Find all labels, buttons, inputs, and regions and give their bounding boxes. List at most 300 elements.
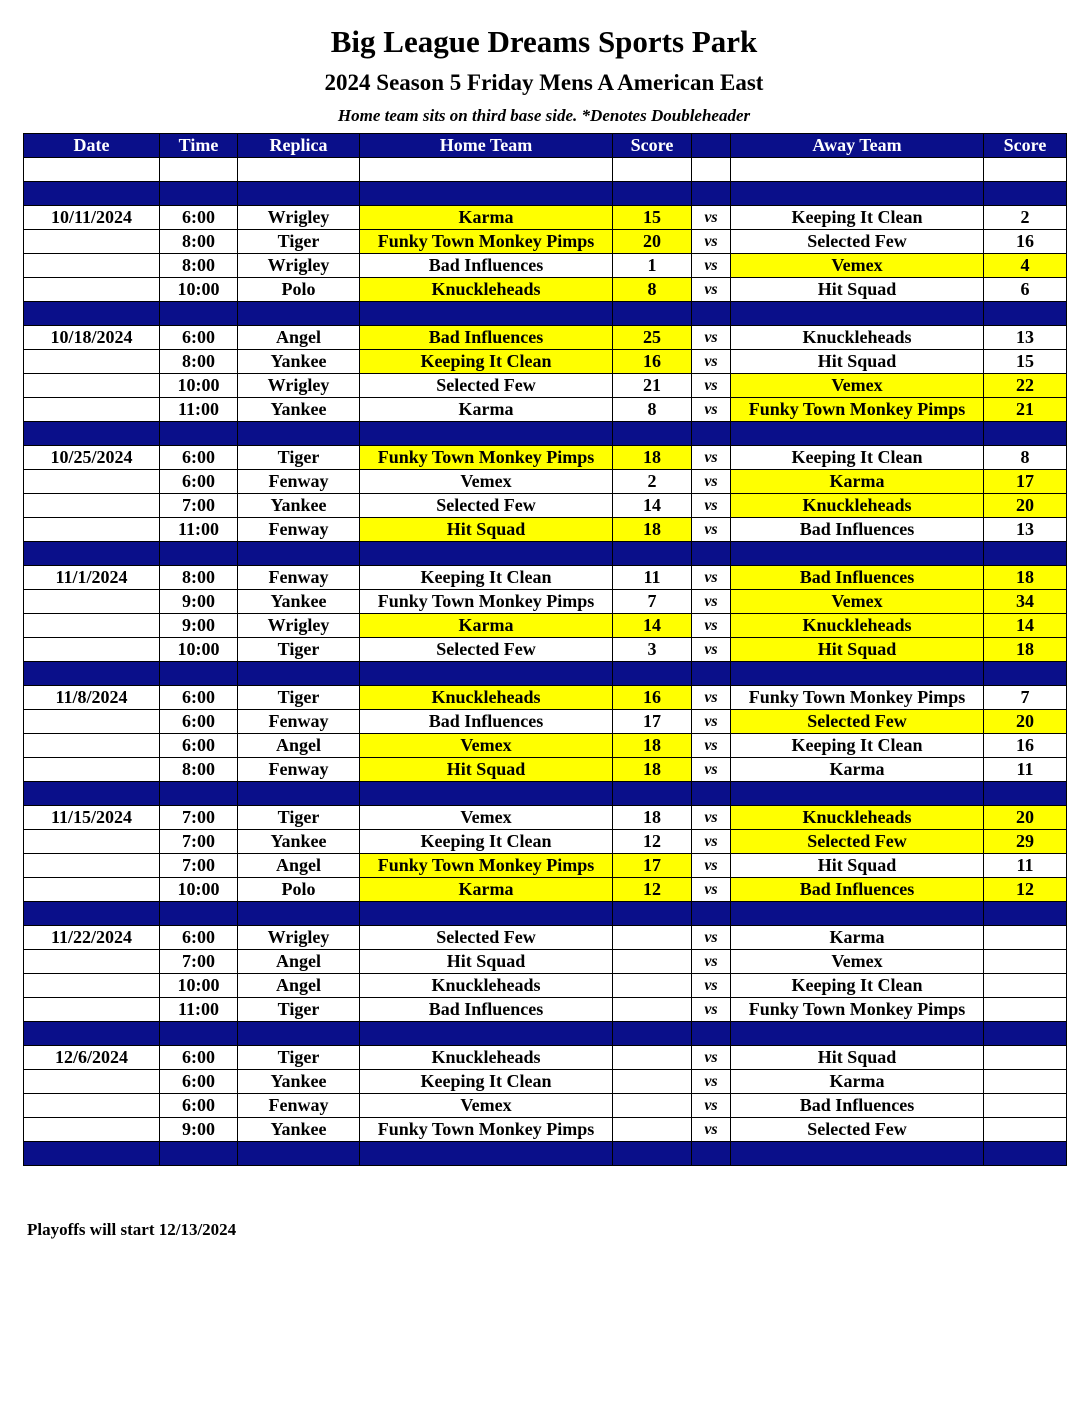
- game-date: [24, 638, 160, 662]
- game-date: [24, 254, 160, 278]
- separator-cell: [731, 902, 984, 926]
- home-score: 18: [613, 518, 692, 542]
- separator-cell: [731, 542, 984, 566]
- game-row: [24, 998, 1067, 1022]
- separator-cell: [692, 422, 731, 446]
- game-date: 10/11/2024: [24, 206, 160, 230]
- home-team: Vemex: [360, 734, 613, 758]
- game-row: [24, 710, 1067, 734]
- away-team: Hit Squad: [731, 638, 984, 662]
- away-score: [984, 1118, 1067, 1142]
- home-team: Karma: [360, 878, 613, 902]
- home-score: 12: [613, 830, 692, 854]
- game-date: [24, 974, 160, 998]
- game-row: [24, 446, 1067, 470]
- game-replica-field: Angel: [238, 854, 360, 878]
- game-replica-field: Yankee: [238, 1118, 360, 1142]
- away-team: Knuckleheads: [731, 326, 984, 350]
- game-row: [24, 1118, 1067, 1142]
- game-row: [24, 518, 1067, 542]
- separator-cell: [238, 1022, 360, 1046]
- separator-cell: [731, 302, 984, 326]
- away-team: Selected Few: [731, 1118, 984, 1142]
- home-score: [613, 1118, 692, 1142]
- away-team: Selected Few: [731, 830, 984, 854]
- game-row: [24, 398, 1067, 422]
- game-replica-field: Tiger: [238, 806, 360, 830]
- header-away-team: Away Team: [731, 134, 984, 158]
- separator-cell: [24, 302, 160, 326]
- game-time: 11:00: [160, 398, 238, 422]
- home-team: Vemex: [360, 806, 613, 830]
- game-time: 10:00: [160, 878, 238, 902]
- home-score: 12: [613, 878, 692, 902]
- header-replica: Replica: [238, 134, 360, 158]
- game-time: 9:00: [160, 590, 238, 614]
- game-replica-field: Fenway: [238, 470, 360, 494]
- blank-cell: [160, 158, 238, 182]
- game-replica-field: Yankee: [238, 398, 360, 422]
- game-row: [24, 1046, 1067, 1070]
- home-score: [613, 950, 692, 974]
- home-score: [613, 926, 692, 950]
- header-home-team: Home Team: [360, 134, 613, 158]
- game-date: 11/8/2024: [24, 686, 160, 710]
- separator-cell: [238, 782, 360, 806]
- away-team: Karma: [731, 1070, 984, 1094]
- game-time: 10:00: [160, 638, 238, 662]
- vs-label: vs: [692, 614, 731, 638]
- game-date: [24, 710, 160, 734]
- home-score: 18: [613, 446, 692, 470]
- vs-label: vs: [692, 1046, 731, 1070]
- home-team: Selected Few: [360, 494, 613, 518]
- home-score: 8: [613, 278, 692, 302]
- game-time: 6:00: [160, 926, 238, 950]
- game-date: 11/22/2024: [24, 926, 160, 950]
- away-team: Funky Town Monkey Pimps: [731, 398, 984, 422]
- vs-label: vs: [692, 398, 731, 422]
- game-replica-field: Wrigley: [238, 206, 360, 230]
- week-separator-row: [24, 662, 1067, 686]
- game-row: [24, 590, 1067, 614]
- game-time: 6:00: [160, 326, 238, 350]
- game-row: [24, 374, 1067, 398]
- home-score: [613, 998, 692, 1022]
- week-separator-row: [24, 422, 1067, 446]
- game-date: 11/1/2024: [24, 566, 160, 590]
- separator-cell: [160, 302, 238, 326]
- home-score: 20: [613, 230, 692, 254]
- game-date: [24, 830, 160, 854]
- vs-label: vs: [692, 278, 731, 302]
- separator-cell: [24, 542, 160, 566]
- separator-cell: [24, 182, 160, 206]
- separator-cell: [160, 782, 238, 806]
- game-date: 11/15/2024: [24, 806, 160, 830]
- week-separator-row: [24, 782, 1067, 806]
- home-score: 11: [613, 566, 692, 590]
- away-team: Keeping It Clean: [731, 446, 984, 470]
- separator-cell: [731, 422, 984, 446]
- home-score: 18: [613, 758, 692, 782]
- game-row: [24, 854, 1067, 878]
- game-time: 6:00: [160, 710, 238, 734]
- blank-cell: [238, 158, 360, 182]
- game-replica-field: Polo: [238, 878, 360, 902]
- blank-cell: [613, 158, 692, 182]
- game-row: [24, 566, 1067, 590]
- separator-cell: [238, 662, 360, 686]
- game-time: 7:00: [160, 494, 238, 518]
- vs-label: vs: [692, 686, 731, 710]
- game-replica-field: Yankee: [238, 494, 360, 518]
- away-score: 20: [984, 806, 1067, 830]
- away-score: 34: [984, 590, 1067, 614]
- separator-cell: [160, 662, 238, 686]
- separator-cell: [613, 302, 692, 326]
- away-team: Funky Town Monkey Pimps: [731, 998, 984, 1022]
- away-score: 8: [984, 446, 1067, 470]
- game-row: [24, 230, 1067, 254]
- separator-cell: [613, 782, 692, 806]
- game-time: 6:00: [160, 206, 238, 230]
- game-time: 8:00: [160, 350, 238, 374]
- vs-label: vs: [692, 254, 731, 278]
- separator-cell: [160, 1142, 238, 1166]
- game-time: 6:00: [160, 446, 238, 470]
- home-team: Bad Influences: [360, 710, 613, 734]
- game-row: [24, 206, 1067, 230]
- game-time: 7:00: [160, 830, 238, 854]
- home-team: Bad Influences: [360, 254, 613, 278]
- vs-label: vs: [692, 926, 731, 950]
- game-replica-field: Angel: [238, 974, 360, 998]
- game-row: [24, 254, 1067, 278]
- home-score: 25: [613, 326, 692, 350]
- game-date: [24, 398, 160, 422]
- game-row: [24, 734, 1067, 758]
- game-time: 7:00: [160, 854, 238, 878]
- home-score: 15: [613, 206, 692, 230]
- separator-cell: [613, 1022, 692, 1046]
- page-subtitle: 2024 Season 5 Friday Mens A American East: [324, 70, 764, 95]
- blank-cell: [692, 158, 731, 182]
- game-replica-field: Wrigley: [238, 374, 360, 398]
- game-row: [24, 830, 1067, 854]
- home-team: Selected Few: [360, 926, 613, 950]
- week-separator-row: [24, 902, 1067, 926]
- game-date: [24, 350, 160, 374]
- game-row: [24, 878, 1067, 902]
- away-team: Bad Influences: [731, 1094, 984, 1118]
- game-time: 10:00: [160, 974, 238, 998]
- away-score: 4: [984, 254, 1067, 278]
- game-row: [24, 926, 1067, 950]
- game-time: 8:00: [160, 758, 238, 782]
- game-time: 9:00: [160, 1118, 238, 1142]
- away-team: Selected Few: [731, 230, 984, 254]
- game-time: 6:00: [160, 1094, 238, 1118]
- home-team: Knuckleheads: [360, 1046, 613, 1070]
- away-score: 12: [984, 878, 1067, 902]
- separator-cell: [613, 662, 692, 686]
- week-separator-row: [24, 182, 1067, 206]
- separator-cell: [984, 542, 1067, 566]
- home-team: Keeping It Clean: [360, 566, 613, 590]
- away-score: 2: [984, 206, 1067, 230]
- game-time: 7:00: [160, 806, 238, 830]
- away-score: [984, 998, 1067, 1022]
- separator-cell: [731, 182, 984, 206]
- game-date: 12/6/2024: [24, 1046, 160, 1070]
- game-replica-field: Yankee: [238, 590, 360, 614]
- game-date: [24, 950, 160, 974]
- separator-cell: [24, 782, 160, 806]
- away-team: Keeping It Clean: [731, 206, 984, 230]
- home-team: Selected Few: [360, 374, 613, 398]
- away-score: 21: [984, 398, 1067, 422]
- home-team: Keeping It Clean: [360, 1070, 613, 1094]
- game-date: [24, 1118, 160, 1142]
- home-team: Bad Influences: [360, 998, 613, 1022]
- away-score: 11: [984, 854, 1067, 878]
- separator-cell: [360, 782, 613, 806]
- separator-cell: [692, 1022, 731, 1046]
- away-score: 16: [984, 734, 1067, 758]
- home-team: Vemex: [360, 1094, 613, 1118]
- vs-label: vs: [692, 518, 731, 542]
- separator-cell: [360, 902, 613, 926]
- header-home-score: Score: [613, 134, 692, 158]
- game-date: [24, 734, 160, 758]
- vs-label: vs: [692, 830, 731, 854]
- game-replica-field: Fenway: [238, 710, 360, 734]
- separator-cell: [731, 662, 984, 686]
- separator-cell: [24, 1142, 160, 1166]
- away-score: [984, 926, 1067, 950]
- home-team: Vemex: [360, 470, 613, 494]
- game-replica-field: Tiger: [238, 638, 360, 662]
- game-time: 6:00: [160, 470, 238, 494]
- game-replica-field: Tiger: [238, 998, 360, 1022]
- game-row: [24, 1070, 1067, 1094]
- home-team: Funky Town Monkey Pimps: [360, 446, 613, 470]
- separator-cell: [984, 302, 1067, 326]
- away-score: 14: [984, 614, 1067, 638]
- game-replica-field: Tiger: [238, 446, 360, 470]
- header-row: [24, 134, 1067, 158]
- game-row: [24, 1094, 1067, 1118]
- game-date: [24, 590, 160, 614]
- game-date: [24, 854, 160, 878]
- game-row: [24, 350, 1067, 374]
- away-team: Hit Squad: [731, 350, 984, 374]
- game-row: [24, 950, 1067, 974]
- away-score: [984, 1070, 1067, 1094]
- game-replica-field: Yankee: [238, 830, 360, 854]
- home-score: 17: [613, 710, 692, 734]
- home-score: [613, 1070, 692, 1094]
- separator-cell: [360, 662, 613, 686]
- home-team: Knuckleheads: [360, 278, 613, 302]
- home-team: Selected Few: [360, 638, 613, 662]
- separator-cell: [731, 1022, 984, 1046]
- away-team: Selected Few: [731, 710, 984, 734]
- away-score: 17: [984, 470, 1067, 494]
- away-team: Hit Squad: [731, 278, 984, 302]
- vs-label: vs: [692, 1094, 731, 1118]
- separator-cell: [692, 782, 731, 806]
- game-date: [24, 470, 160, 494]
- game-row: [24, 326, 1067, 350]
- separator-cell: [692, 302, 731, 326]
- separator-cell: [984, 902, 1067, 926]
- game-row: [24, 686, 1067, 710]
- game-replica-field: Yankee: [238, 1070, 360, 1094]
- home-score: 16: [613, 350, 692, 374]
- game-date: [24, 998, 160, 1022]
- week-separator-row: [24, 302, 1067, 326]
- game-time: 10:00: [160, 278, 238, 302]
- game-replica-field: Tiger: [238, 230, 360, 254]
- game-date: [24, 374, 160, 398]
- away-team: Vemex: [731, 374, 984, 398]
- game-time: 9:00: [160, 614, 238, 638]
- header-away-score: Score: [984, 134, 1067, 158]
- away-team: Karma: [731, 926, 984, 950]
- separator-cell: [984, 662, 1067, 686]
- away-score: 18: [984, 638, 1067, 662]
- home-score: 3: [613, 638, 692, 662]
- home-team: Funky Town Monkey Pimps: [360, 1118, 613, 1142]
- game-time: 10:00: [160, 374, 238, 398]
- home-team: Hit Squad: [360, 758, 613, 782]
- blank-cell: [984, 158, 1067, 182]
- home-score: 14: [613, 614, 692, 638]
- game-time: 11:00: [160, 998, 238, 1022]
- vs-label: vs: [692, 230, 731, 254]
- away-team: Bad Influences: [731, 566, 984, 590]
- header-date: Date: [24, 134, 160, 158]
- away-score: 20: [984, 710, 1067, 734]
- away-team: Karma: [731, 758, 984, 782]
- schedule-body: [24, 158, 1067, 1166]
- home-team: Karma: [360, 614, 613, 638]
- week-separator-row: [24, 1022, 1067, 1046]
- away-score: 20: [984, 494, 1067, 518]
- home-score: 7: [613, 590, 692, 614]
- blank-row: [24, 158, 1067, 182]
- vs-label: vs: [692, 374, 731, 398]
- vs-label: vs: [692, 806, 731, 830]
- separator-cell: [984, 1022, 1067, 1046]
- vs-label: vs: [692, 1118, 731, 1142]
- home-score: 1: [613, 254, 692, 278]
- home-team: Hit Squad: [360, 518, 613, 542]
- away-team: Keeping It Clean: [731, 974, 984, 998]
- away-team: Hit Squad: [731, 1046, 984, 1070]
- home-score: 18: [613, 806, 692, 830]
- vs-label: vs: [692, 758, 731, 782]
- home-score: 14: [613, 494, 692, 518]
- away-score: 11: [984, 758, 1067, 782]
- separator-cell: [613, 182, 692, 206]
- away-score: 18: [984, 566, 1067, 590]
- separator-cell: [613, 902, 692, 926]
- home-team: Keeping It Clean: [360, 830, 613, 854]
- blank-cell: [731, 158, 984, 182]
- separator-cell: [360, 542, 613, 566]
- home-team: Funky Town Monkey Pimps: [360, 590, 613, 614]
- separator-cell: [731, 1142, 984, 1166]
- away-score: 13: [984, 518, 1067, 542]
- blank-cell: [360, 158, 613, 182]
- away-score: [984, 950, 1067, 974]
- home-team: Knuckleheads: [360, 686, 613, 710]
- game-date: [24, 1094, 160, 1118]
- home-score: 18: [613, 734, 692, 758]
- separator-cell: [692, 542, 731, 566]
- game-row: [24, 494, 1067, 518]
- header-time: Time: [160, 134, 238, 158]
- away-score: 15: [984, 350, 1067, 374]
- home-team: Knuckleheads: [360, 974, 613, 998]
- home-team: Funky Town Monkey Pimps: [360, 230, 613, 254]
- separator-cell: [238, 182, 360, 206]
- separator-cell: [613, 542, 692, 566]
- game-date: [24, 230, 160, 254]
- home-team: Karma: [360, 398, 613, 422]
- game-replica-field: Wrigley: [238, 926, 360, 950]
- home-team: Keeping It Clean: [360, 350, 613, 374]
- game-replica-field: Fenway: [238, 1094, 360, 1118]
- game-replica-field: Polo: [238, 278, 360, 302]
- vs-label: vs: [692, 350, 731, 374]
- game-row: [24, 638, 1067, 662]
- home-team: Funky Town Monkey Pimps: [360, 854, 613, 878]
- playoffs-note: Playoffs will start 12/13/2024: [27, 1220, 237, 1239]
- separator-cell: [984, 182, 1067, 206]
- game-replica-field: Wrigley: [238, 254, 360, 278]
- away-score: 16: [984, 230, 1067, 254]
- separator-cell: [238, 302, 360, 326]
- game-date: [24, 518, 160, 542]
- home-score: [613, 1046, 692, 1070]
- game-time: 6:00: [160, 686, 238, 710]
- game-date: [24, 758, 160, 782]
- separator-cell: [160, 422, 238, 446]
- separator-cell: [238, 542, 360, 566]
- game-time: 6:00: [160, 1070, 238, 1094]
- game-row: [24, 614, 1067, 638]
- game-date: [24, 494, 160, 518]
- away-score: 7: [984, 686, 1067, 710]
- separator-cell: [692, 902, 731, 926]
- vs-label: vs: [692, 494, 731, 518]
- game-row: [24, 758, 1067, 782]
- away-score: 6: [984, 278, 1067, 302]
- game-replica-field: Tiger: [238, 1046, 360, 1070]
- separator-cell: [984, 1142, 1067, 1166]
- home-team: Bad Influences: [360, 326, 613, 350]
- game-time: 6:00: [160, 734, 238, 758]
- separator-cell: [24, 902, 160, 926]
- vs-label: vs: [692, 326, 731, 350]
- game-time: 8:00: [160, 254, 238, 278]
- game-time: 11:00: [160, 518, 238, 542]
- away-team: Karma: [731, 470, 984, 494]
